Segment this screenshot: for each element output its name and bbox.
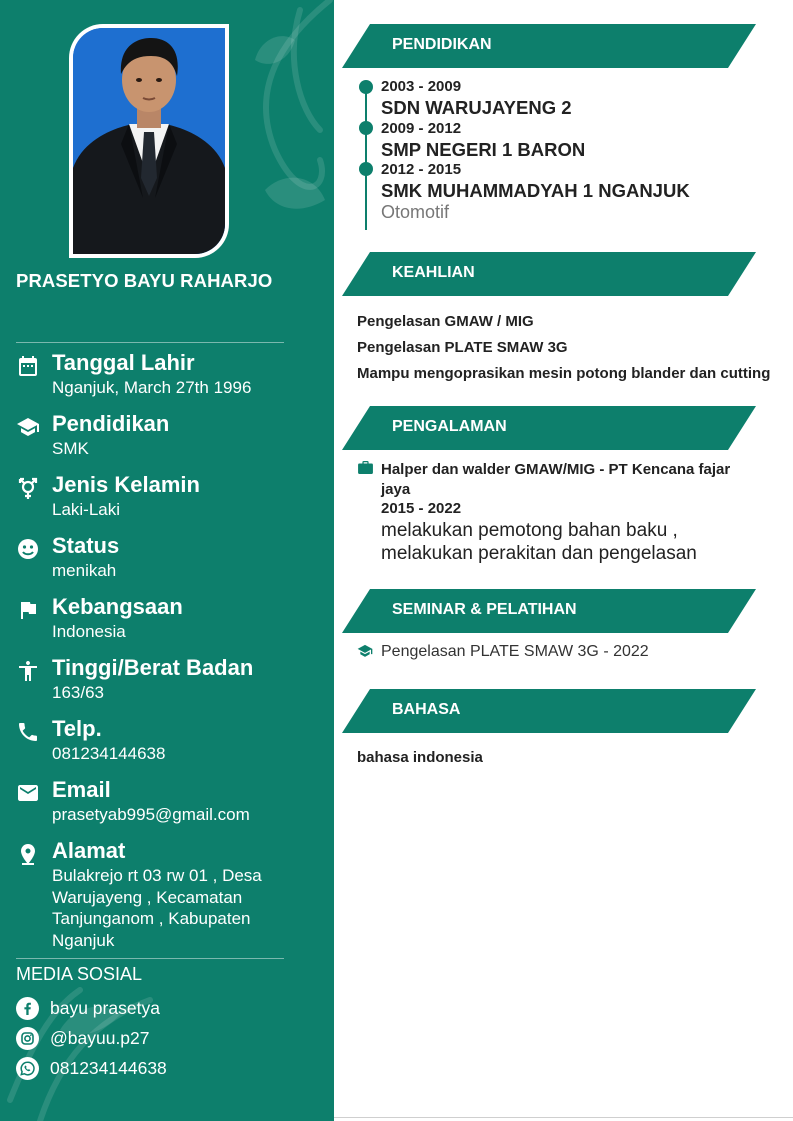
section-header-education (342, 24, 756, 68)
timeline-line (365, 84, 367, 230)
page-bottom-border (334, 1117, 793, 1118)
section-title: PENGALAMAN (392, 418, 507, 435)
facebook-icon (16, 997, 39, 1020)
seminar-item: Pengelasan PLATE SMAW 3G - 2022 (381, 643, 649, 660)
section-title: BAHASA (392, 701, 461, 718)
info-value: 081234144638 (52, 744, 166, 763)
info-title: Email (52, 777, 111, 802)
divider (16, 342, 284, 343)
social-media-title: MEDIA SOSIAL (16, 964, 143, 984)
briefcase-icon (358, 461, 373, 474)
person-portrait (73, 28, 225, 254)
person-icon (16, 659, 40, 683)
info-title: Tanggal Lahir (52, 350, 195, 375)
timeline-dot (359, 121, 373, 135)
social-instagram[interactable] (16, 1027, 306, 1051)
info-title: Jenis Kelamin (52, 472, 200, 497)
phone-icon (16, 720, 40, 744)
education-school: SMP NEGERI 1 BARON (381, 139, 586, 160)
section-title: PENDIDIKAN (392, 36, 492, 53)
timeline-dot (359, 80, 373, 94)
section-header-seminar (342, 589, 756, 633)
profile-photo-frame (69, 24, 229, 258)
profile-photo (73, 28, 225, 254)
skill-item: Pengelasan PLATE SMAW 3G (357, 339, 568, 356)
education-years: 2003 - 2009 (381, 78, 462, 95)
section-title: SEMINAR & PELATIHAN (392, 601, 577, 618)
info-title: Alamat (52, 838, 126, 863)
education-school: SDN WARUJAYENG 2 (381, 97, 572, 118)
education-years: 2012 - 2015 (381, 161, 462, 178)
info-title: Kebangsaan (52, 594, 183, 619)
info-value: 163/63 (52, 683, 104, 702)
social-facebook[interactable] (16, 997, 306, 1021)
info-value: SMK (52, 439, 89, 458)
info-value: Laki-Laki (52, 500, 121, 519)
social-text: @bayuu.p27 (50, 1028, 150, 1048)
info-value: prasetyab995@gmail.com (52, 805, 250, 824)
graduation-cap-icon (357, 644, 373, 659)
experience-years: 2015 - 2022 (381, 500, 462, 517)
instagram-icon (16, 1027, 39, 1050)
info-title: Telp. (52, 716, 102, 741)
section-header-experience (342, 406, 756, 450)
language-item: bahasa indonesia (357, 749, 483, 766)
whatsapp-icon (16, 1057, 39, 1080)
education-major: Otomotif (381, 202, 450, 222)
face-icon (16, 537, 40, 561)
info-title: Tinggi/Berat Badan (52, 655, 254, 680)
experience-role: Halper dan walder GMAW/MIG - PT Kencana fajar jaya (381, 461, 731, 498)
education-years: 2009 - 2012 (381, 120, 462, 137)
social-text: bayu prasetya (50, 998, 160, 1018)
section-header-language (342, 689, 756, 733)
profile-name: PRASETYO BAYU RAHARJO (16, 270, 273, 291)
divider (16, 958, 284, 959)
social-text: 081234144638 (50, 1058, 167, 1078)
email-icon (16, 781, 40, 805)
timeline-dot (359, 162, 373, 176)
gender-icon (16, 476, 40, 500)
info-value: menikah (52, 561, 117, 580)
sidebar (0, 0, 334, 1121)
calendar-icon (16, 354, 40, 378)
section-title: KEAHLIAN (392, 264, 475, 281)
experience-description: melakukan pemotong bahan baku , melakukan perakitan dan pengelasan (381, 520, 697, 564)
info-value: Indonesia (52, 622, 126, 641)
social-whatsapp[interactable] (16, 1057, 306, 1081)
info-value: Bulakrejo rt 03 rw 01 , Desa Warujayeng , Kecamatan Tanjunganom , Kabupaten Nganjuk (52, 866, 262, 950)
education-school: SMK MUHAMMADYAH 1 NGANJUK (381, 180, 690, 201)
section-header-skills (342, 252, 756, 296)
info-value: Nganjuk, March 27th 1996 (52, 378, 252, 397)
location-pin-icon (16, 842, 40, 866)
skill-item: Mampu mengoprasikan mesin potong blander dan cutting (357, 365, 771, 382)
flag-icon (16, 598, 40, 622)
skill-item: Pengelasan GMAW / MIG (357, 313, 534, 330)
info-title: Pendidikan (52, 411, 170, 436)
info-title: Status (52, 533, 120, 558)
graduation-cap-icon (16, 415, 40, 439)
